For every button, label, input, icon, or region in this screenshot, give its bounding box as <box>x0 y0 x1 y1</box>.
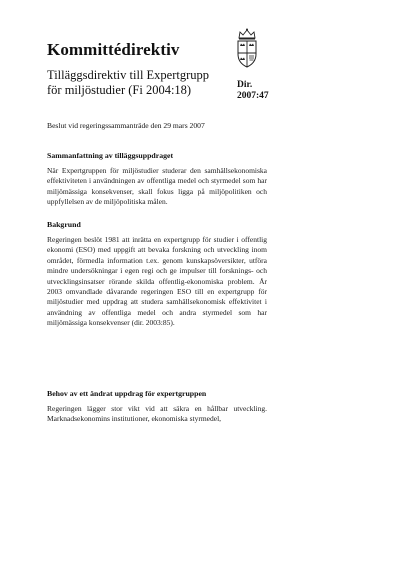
document-type-heading: Kommittédirektiv <box>47 40 180 59</box>
section-background <box>47 220 267 329</box>
directive-number <box>237 80 269 102</box>
section-body: När Expertgruppen för miljöstudier studerar den samhällsekonomiska effektiviteten i användningen av offentliga medel och styrmedel som har miljömässiga konsekvenser, skall fokus ligga på miljöpolitiken och uppfyllelsen av de miljöpolitiska målen. <box>47 166 267 207</box>
directive-label: Dir. <box>237 80 253 90</box>
swedish-coat-of-arms-icon <box>230 27 264 71</box>
section-body: Regeringen lägger stor vikt vid att säkra en hållbar utveckling. Marknadsekonomins institutioner, ekonomiska styrmedel, <box>47 404 267 424</box>
decision-line: Beslut vid regeringssammanträde den 29 mars 2007 <box>47 121 205 130</box>
section-need-for-changed-mandate <box>47 389 267 425</box>
section-heading: Behov av ett ändrat uppdrag för expertgruppen <box>47 389 207 398</box>
directive-number-value: 2007:47 <box>237 91 269 101</box>
section-heading: Sammanfattning av tilläggsuppdraget <box>47 151 174 160</box>
document-title: Tilläggsdirektiv till Expertgrupp för miljöstudier (Fi 2004:18) <box>47 68 210 97</box>
section-summary <box>47 151 267 208</box>
section-body: Regeringen beslöt 1981 att inrätta en expertgrupp för studier i offentlig ekonomi (ESO) med uppgift att bevaka forskning och utveckling inom området, förmedla information t.ex. genom kunskapsöversikter, utföra mindre undersökningar i egen regi och ge impulser till forsknings- och utvecklingsinsatser rörande skilda offentlig-ekonomiska problem. År 2003 omvandlade dåvarande regeringen ESO till en expertgrupp för miljöstudier med uppdrag att studera samhällsekonomisk effektivitet i användning av offentliga medel och andra styrmedel som har miljömässiga konsekvenser (dir. 2003:85). <box>47 235 267 328</box>
section-heading: Bakgrund <box>47 220 81 229</box>
